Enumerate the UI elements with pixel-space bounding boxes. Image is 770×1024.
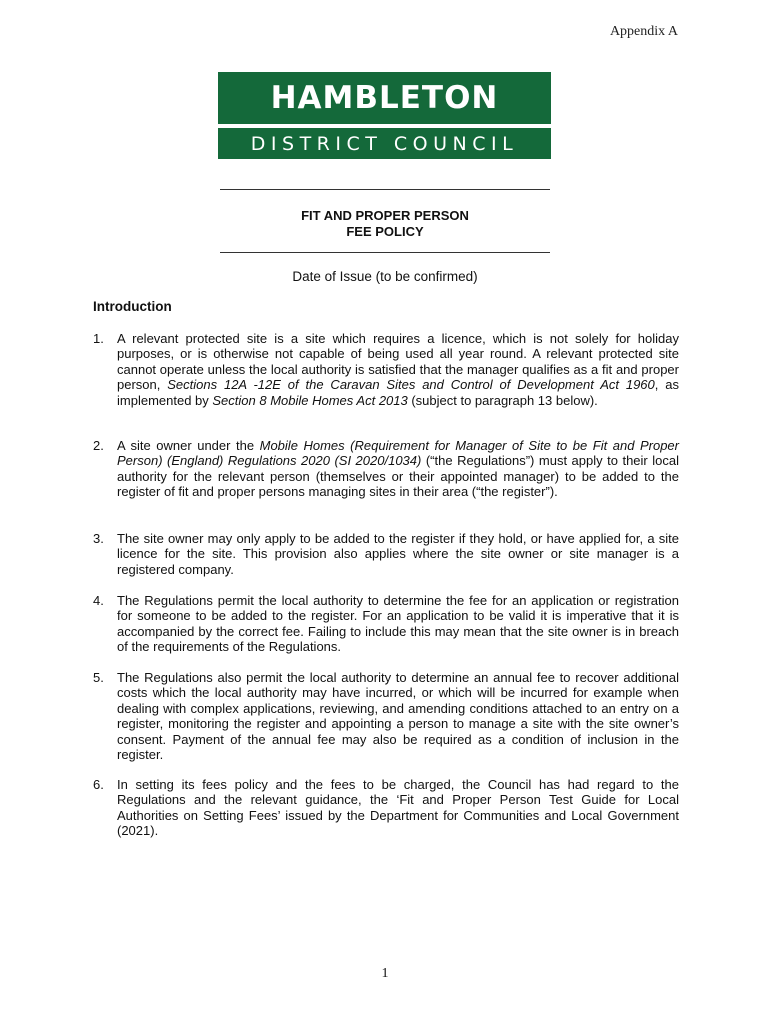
paragraph-2: [93, 438, 679, 500]
logo-subtitle: DISTRICT COUNCIL: [250, 132, 519, 155]
paragraph-number: 3.: [93, 531, 104, 546]
paragraph-segment: , as implemented by: [117, 377, 679, 408]
date-of-issue: Date of Issue (to be confirmed): [292, 269, 478, 284]
paragraph-5: [93, 670, 679, 762]
paragraph-text: The Regulations permit the local authority to determine the fee for an application or registration for someone to be added to the register. For an application to be valid it is imperative that it is accompanied by the correct fee. Failing to include this may mean that the site owner is in breach of the requirements of the Regulations.: [117, 593, 679, 655]
paragraph-text: The site owner may only apply to be added to the register if they hold, or have applied for, a site licence for the site. This provision also applies where the site owner or site manager is a registered company.: [117, 531, 679, 577]
council-logo: [218, 72, 551, 159]
paragraph-6: [93, 777, 679, 839]
logo-wordmark: HAMBLETON: [270, 80, 499, 116]
legislation-citation: Section 8 Mobile Homes Act 2013: [212, 392, 408, 408]
paragraph-4: [93, 593, 679, 655]
paragraph-number: 4.: [93, 593, 104, 608]
paragraph-number: 5.: [93, 670, 104, 685]
paragraph-3: [93, 531, 679, 577]
paragraph-text: The Regulations also permit the local authority to determine an annual fee to recover additional costs which the local authority may have incurred, or which will be incurred for example when dealing with complex applications, reviewing, and amending conditions attached to an entry on a register, monitoring the register and appointing a person to manage a site with the site owner’s consent. Payment of the annual fee may also be required as a condition of inclusion in the register.: [117, 670, 679, 763]
document-title-line1: FIT AND PROPER PERSON: [301, 208, 469, 223]
paragraph-1: [93, 331, 679, 408]
title-rule-top: [220, 189, 550, 190]
paragraph-number: 1.: [93, 331, 104, 346]
title-rule-bottom: [220, 252, 550, 253]
legislation-citation: Mobile Homes (Requirement for Manager of Site to be Fit and Proper Person) (England) Regulations 2020 (SI 2020/1034): [117, 438, 679, 469]
paragraph-segment: A site owner under the: [117, 438, 260, 453]
paragraph-number: 2.: [93, 438, 104, 453]
paragraph-text: [117, 438, 679, 500]
paragraph-number: 6.: [93, 777, 104, 792]
document-title-line2: FEE POLICY: [346, 224, 424, 239]
paragraph-segment: A relevant protected site is a site which requires a licence, which is not solely for holiday purposes, or is otherwise not capable of being used all year round. A relevant protected site cannot operate unless the local authority is satisfied that the manager qualifies as a fit and proper person,: [117, 331, 679, 393]
page-number: 1: [381, 966, 389, 981]
paragraph-text: In setting its fees policy and the fees to be charged, the Council has had regard to the Regulations and the relevant guidance, the ‘Fit and Proper Person Test Guide for Local Authorities on Setting Fees’ issued by the Department for Communities and Local Government (2021).: [117, 777, 679, 839]
section-heading: Introduction: [93, 299, 172, 314]
paragraph-text: [117, 331, 679, 408]
paragraph-segment: (“the Regulations”) must apply to their local authority for the relevant person (themselves or their appointed manager) to be added to the register of fit and proper persons managing sites in their area (“the register”).: [117, 453, 679, 500]
legislation-citation: Sections 12A -12E of the Caravan Sites and Control of Development Act 1960: [167, 377, 655, 393]
appendix-label: Appendix A: [609, 24, 678, 39]
paragraph-segment: (subject to paragraph 13 below).: [407, 392, 598, 408]
